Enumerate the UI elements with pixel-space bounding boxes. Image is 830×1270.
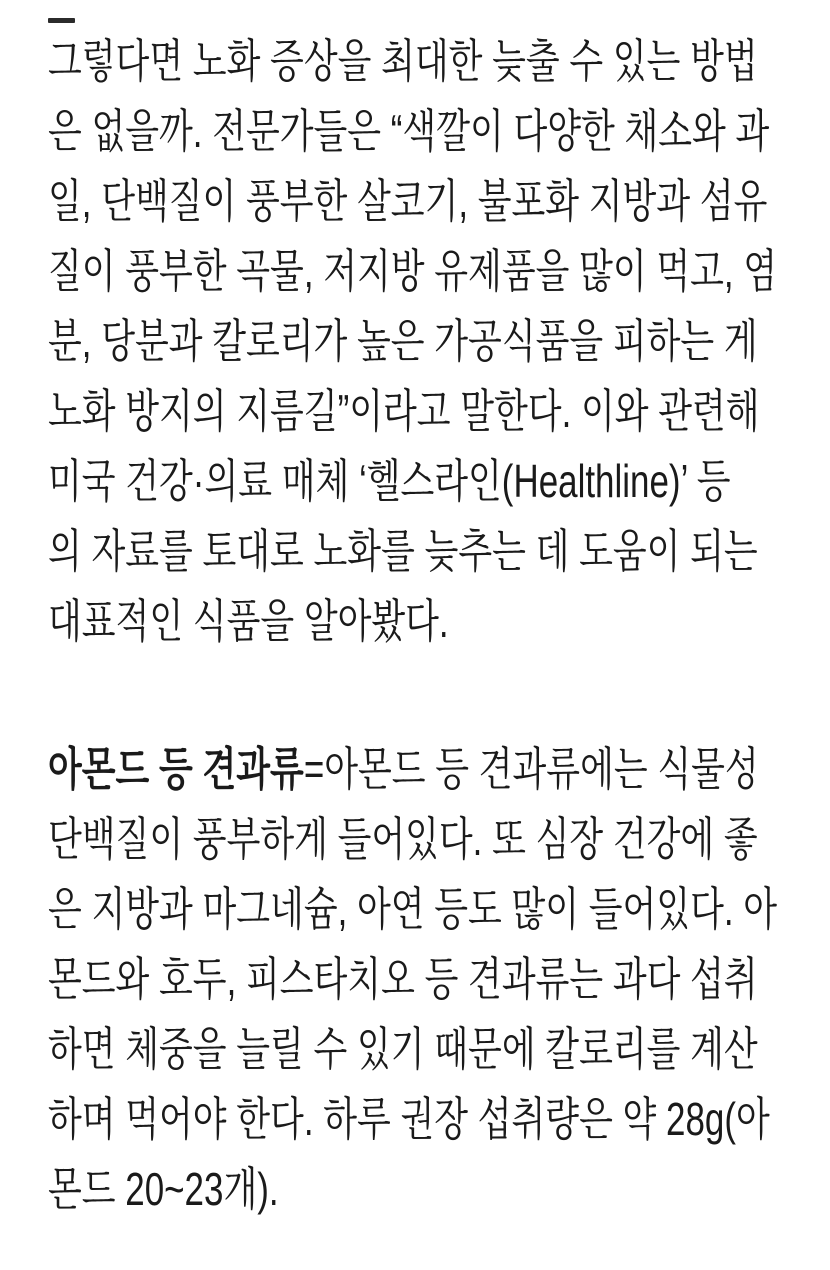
text-line: 미국 건강·의료 매체 ‘헬스라인(Healthline)’ 등 xyxy=(48,455,731,507)
text-line: 일, 단백질이 풍부한 살코기, 불포화 지방과 섬유 xyxy=(48,175,768,227)
text-line: 은 없을까. 전문가들은 “색깔이 다양한 채소와 과 xyxy=(48,105,770,157)
text-line: 그렇다면 노화 증상을 최대한 늦출 수 있는 방법 xyxy=(48,35,758,87)
text-line: 의 자료를 토대로 노화를 늦추는 데 도움이 되는 xyxy=(48,525,758,577)
text-line: 하면 체중을 늘릴 수 있기 때문에 칼로리를 계산 xyxy=(48,1023,758,1075)
text-line xyxy=(48,734,759,804)
text-line: 은 지방과 마그네슘, 아연 등도 많이 들어있다. 아 xyxy=(48,883,778,935)
food-item-heading: 아몬드 등 견과류 xyxy=(48,743,304,795)
almonds-paragraph xyxy=(48,734,800,1224)
text-line: 대표적인 식품을 알아봤다. xyxy=(48,595,449,647)
text-line: 분, 당분과 칼로리가 높은 가공식품을 피하는 게 xyxy=(48,315,758,367)
intro-paragraph xyxy=(48,26,800,656)
text-line: 단백질이 풍부하게 들어있다. 또 심장 건강에 좋 xyxy=(48,813,758,865)
cropped-text-remnant xyxy=(48,18,75,23)
text-line: 노화 방지의 지름길”이라고 말한다. 이와 관련해 xyxy=(48,385,760,437)
text-line: 몬드와 호두, 피스타치오 등 견과류는 과다 섭취 xyxy=(48,953,758,1005)
text-line: 몬드 20~23개). xyxy=(48,1163,279,1215)
text-line: 질이 풍부한 곡물, 저지방 유제품을 많이 먹고, 염 xyxy=(48,245,778,297)
text-span: =아몬드 등 견과류에는 식물성 xyxy=(303,743,759,795)
text-line: 하며 먹어야 한다. 하루 권장 섭취량은 약 28g(아 xyxy=(48,1093,770,1145)
